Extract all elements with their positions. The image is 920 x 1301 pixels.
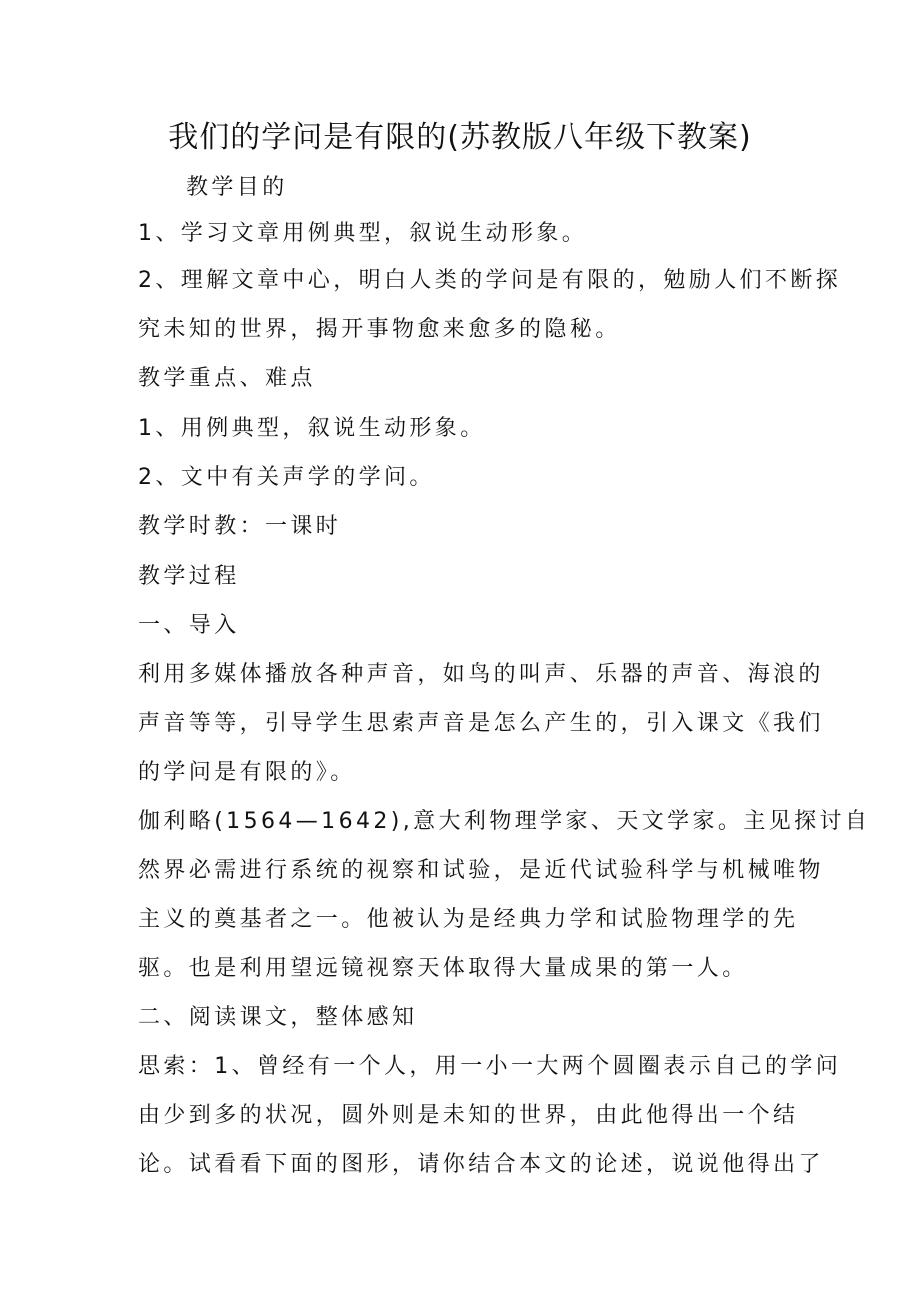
thinking-paragraph-line-3: 论。试看看下面的图形，请你结合本文的论述，说说他得出了 (138, 1152, 824, 1177)
teaching-time: 教学时教：一课时 (138, 514, 342, 539)
intro-paragraph-line-2: 声音等等，引导学生思索声音是怎么产生的，引入课文《我们 (138, 711, 824, 736)
heading-key-points: 教学重点、难点 (138, 366, 316, 391)
galileo-paragraph-line-3: 主义的奠基者之一。他被认为是经典力学和试脸物理学的先 (138, 907, 799, 932)
heading-teaching-process: 教学过程 (138, 564, 240, 589)
key-point-item-2: 2、文中有关声学的学问。 (138, 465, 435, 490)
galileo-paragraph-line-4: 驱。也是利用望远镜视察天体取得大量成果的第一人。 (138, 956, 748, 981)
thinking-paragraph-line-2: 由少到多的状况，圆外则是未知的世界，由此他得出一个结 (138, 1103, 799, 1128)
goal-item-2-line-2: 究未知的世界，揭开事物愈来愈多的隐秘。 (138, 317, 621, 342)
goal-item-1: 1、学习文章用例典型，叙说生动形象。 (138, 221, 588, 246)
section-2-heading: 二、阅读课文，整体感知 (138, 1005, 418, 1030)
goal-item-2-line-1: 2、理解文章中心，明白人类的学问是有限的，勉励人们不断探 (138, 268, 842, 293)
intro-paragraph-line-1: 利用多媒体播放各种声音，如鸟的叫声、乐器的声音、海浪的 (138, 662, 824, 687)
section-1-heading: 一、导入 (138, 613, 240, 638)
heading-teaching-goals: 教学目的 (186, 175, 288, 200)
key-point-item-1: 1、用例典型，叙说生动形象。 (138, 416, 486, 441)
galileo-paragraph-line-1: 伽利略(1564—1642),意大利物理学家、天文学家。主见探讨自 (138, 809, 871, 834)
document-title: 我们的学问是有限的(苏教版八年级下教案) (168, 120, 752, 155)
intro-paragraph-line-3: 的学问是有限的》。 (138, 760, 356, 785)
galileo-paragraph-line-2: 然界必需进行系统的视察和试验，是近代试验科学与机械唯物 (138, 858, 824, 883)
thinking-paragraph-line-1: 思索：1、曾经有一个人，用一小一大两个圆圈表示自己的学问 (138, 1054, 842, 1079)
